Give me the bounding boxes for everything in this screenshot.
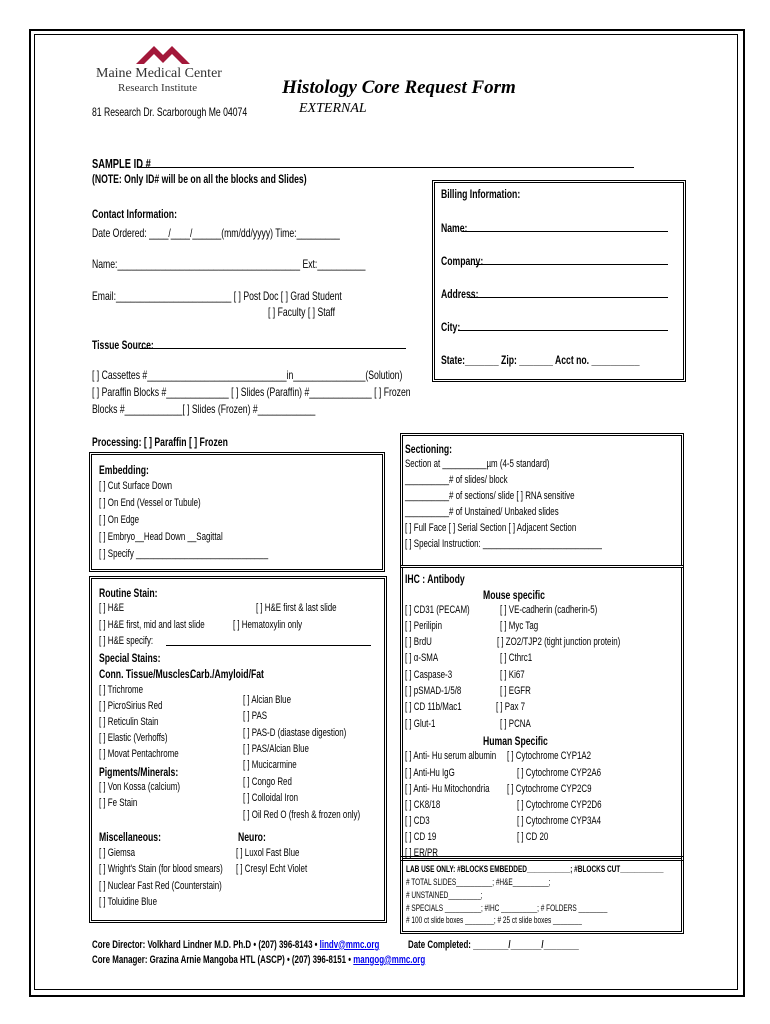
billing-company-field[interactable]: [474, 264, 668, 265]
core-manager-text: Core Manager: Grazina Arnie Mangoba HTL (ASCP) • (207) 396-8151 •: [92, 954, 354, 966]
routine-item[interactable]: [ ] H&E first & last slide: [256, 602, 337, 614]
date-ordered-field[interactable]: Date Ordered: ____/____/______(mm/dd/yyyy) Time:_________: [92, 226, 340, 240]
routine-heading: Routine Stain:: [99, 586, 158, 600]
mouse-antibody[interactable]: [ ] EGFR: [500, 685, 531, 697]
sectioning-item[interactable]: __________# of sections/ slide [ ] RNA sensitive: [405, 490, 575, 502]
sectioning-item[interactable]: [ ] Full Face [ ] Serial Section [ ] Adjacent Section: [405, 522, 577, 534]
billing-name-label: Name:: [441, 221, 468, 235]
role-options[interactable]: [ ] Faculty [ ] Staff: [268, 305, 336, 319]
core-manager: [92, 954, 425, 966]
carb-item[interactable]: [ ] PAS-D (diastase digestion): [243, 727, 347, 739]
mouse-antibody[interactable]: [ ] CD31 (PECAM): [405, 604, 470, 616]
billing-name-field[interactable]: [462, 231, 668, 232]
sectioning-item[interactable]: Section at __________µm (4-5 standard): [405, 458, 550, 470]
manager-email-link[interactable]: mangog@mmc.org: [353, 954, 426, 966]
billing-company-label: Company:: [441, 254, 484, 268]
sample-id-label: SAMPLE ID #: [92, 156, 151, 171]
routine-item[interactable]: [ ] H&E specify:: [99, 635, 154, 647]
human-specific-heading: Human Specific: [483, 734, 548, 748]
carb-item[interactable]: [ ] PAS: [243, 710, 268, 722]
misc-item[interactable]: [ ] Toluidine Blue: [99, 896, 157, 908]
carb-item[interactable]: [ ] Colloidal Iron: [243, 792, 299, 804]
mouse-antibody[interactable]: [ ] ZO2/TJP2 (tight junction protein): [497, 636, 621, 648]
misc-heading: Miscellaneous:: [99, 830, 161, 844]
ihc-heading: IHC : Antibody: [405, 572, 465, 586]
org-subname: Research Institute: [118, 82, 198, 94]
mouse-antibody[interactable]: [ ] Perilipin: [405, 620, 442, 632]
human-antibody[interactable]: [ ] Cytochrome CYP2C9: [507, 783, 592, 795]
neuro-heading: Neuro:: [238, 830, 266, 844]
billing-address-field[interactable]: [470, 297, 668, 298]
tissue-source-field[interactable]: [140, 348, 406, 349]
routine-item[interactable]: [ ] Hematoxylin only: [233, 619, 303, 631]
carb-heading: Carb./Amyloid/Fat: [190, 667, 264, 681]
mouse-antibody[interactable]: [ ] Ki67: [500, 669, 525, 681]
mouse-antibody[interactable]: [ ] CD 11b/Mac1: [405, 701, 462, 713]
sample-id-field[interactable]: [140, 167, 634, 168]
embedding-item[interactable]: [ ] Specify ______________________________: [99, 548, 269, 560]
mouse-antibody[interactable]: [ ] Myc Tag: [500, 620, 539, 632]
embedding-item[interactable]: [ ] Cut Surface Down: [99, 480, 173, 492]
embedding-item[interactable]: [ ] On Edge: [99, 514, 140, 526]
name-field[interactable]: Name:______________________________________ Ext:__________: [92, 257, 366, 271]
human-antibody[interactable]: [ ] CK8/18: [405, 799, 441, 811]
sectioning-heading: Sectioning:: [405, 442, 453, 456]
org-address: 81 Research Dr. Scarborough Me 04074: [92, 105, 248, 119]
sample-note: (NOTE: Only ID# will be on all the blocks and Slides): [92, 172, 307, 186]
carb-item[interactable]: [ ] Mucicarmine: [243, 759, 297, 771]
conn-tissue-heading: Conn. Tissue/Muscles:: [99, 667, 193, 681]
mouse-antibody[interactable]: [ ] VE-cadherin (cadherin-5): [500, 604, 598, 616]
email-field[interactable]: Email:________________________ [ ] Post Doc [ ] Grad Student: [92, 289, 342, 303]
cassettes-line[interactable]: [ ] Cassettes #_____________________________in_______________(Solution): [92, 368, 403, 382]
pigment-item[interactable]: [ ] Von Kossa (calcium): [99, 781, 180, 793]
mouse-antibody[interactable]: [ ] BrdU: [405, 636, 432, 648]
contact-heading: Contact Information:: [92, 207, 177, 221]
core-director-text: Core Director: Volkhard Lindner M.D. Ph.D • (207) 396-8143 •: [92, 939, 320, 951]
mouse-antibody[interactable]: [ ] Glut-1: [405, 718, 436, 730]
org-name: Maine Medical Center: [96, 66, 222, 81]
lab-use-line[interactable]: # UNSTAINED_________;: [406, 890, 483, 900]
billing-address-label: Address:: [441, 287, 479, 301]
mouse-antibody[interactable]: [ ] Pax 7: [496, 701, 526, 713]
form-subtitle: EXTERNAL: [299, 101, 367, 116]
mouse-antibody[interactable]: [ ] pSMAD-1/5/8: [405, 685, 462, 697]
human-antibody[interactable]: [ ] Anti-Hu IgG: [405, 767, 455, 779]
director-email-link[interactable]: lindv@mmc.org: [319, 939, 380, 951]
blocks-slides-line[interactable]: [ ] Paraffin Blocks #_____________ [ ] Slides (Paraffin) #_____________ [ ] Frozen: [92, 385, 411, 399]
embedding-item[interactable]: [ ] On End (Vessel or Tubule): [99, 497, 201, 509]
processing-options[interactable]: Processing: [ ] Paraffin [ ] Frozen: [92, 435, 228, 449]
human-antibody[interactable]: [ ] CD 19: [405, 831, 437, 843]
mouse-antibody[interactable]: [ ] α-SMA: [405, 652, 439, 664]
billing-box: [432, 180, 686, 382]
billing-state-zip-acct[interactable]: State:_______ Zip: _______ Acct no. __________: [441, 353, 640, 367]
conn-item[interactable]: [ ] Reticulin Stain: [99, 716, 159, 728]
neuro-item[interactable]: [ ] Luxol Fast Blue: [236, 847, 300, 859]
pigments-heading: Pigments/Minerals:: [99, 765, 179, 779]
lab-use-line[interactable]: # SPECIALS __________; #IHC __________; # FOLDERS ________: [406, 903, 608, 913]
billing-city-label: City:: [441, 320, 461, 334]
routine-item[interactable]: [ ] H&E: [99, 602, 125, 614]
core-director: [92, 939, 379, 951]
lab-use-line[interactable]: LAB USE ONLY: #BLOCKS EMBEDDED____________; #BLOCKS CUT____________: [406, 864, 664, 874]
conn-item[interactable]: [ ] Movat Pentachrome: [99, 748, 179, 760]
date-completed-field[interactable]: Date Completed: ________/_______/________: [408, 939, 579, 951]
sectioning-item[interactable]: __________# of slides/ block: [405, 474, 508, 486]
misc-item[interactable]: [ ] Wright's Stain (for blood smears): [99, 863, 223, 875]
conn-item[interactable]: [ ] Elastic (Verhoffs): [99, 732, 168, 744]
he-specify-field[interactable]: [166, 645, 371, 646]
mouse-specific-heading: Mouse specific: [483, 588, 545, 602]
tissue-source-label: Tissue Source:: [92, 338, 154, 352]
carb-item[interactable]: [ ] Alcian Blue: [243, 694, 291, 706]
sectioning-item[interactable]: __________# of Unstained/ Unbaked slides: [405, 506, 559, 518]
mmc-logo-icon: [132, 42, 194, 66]
billing-heading: Billing Information:: [441, 187, 521, 201]
form-title: Histology Core Request Form: [282, 77, 516, 98]
routine-item[interactable]: [ ] H&E first, mid and last slide: [99, 619, 205, 631]
mouse-antibody[interactable]: [ ] PCNA: [500, 718, 531, 730]
human-antibody[interactable]: [ ] CD3: [405, 815, 430, 827]
neuro-item[interactable]: [ ] Cresyl Echt Violet: [236, 863, 308, 875]
special-stains-heading: Special Stains:: [99, 651, 161, 665]
carb-item[interactable]: [ ] Oil Red O (fresh & frozen only): [243, 809, 361, 821]
human-antibody[interactable]: [ ] Cytochrome CYP2A6: [517, 767, 602, 779]
embedding-heading: Embedding:: [99, 463, 149, 477]
human-antibody[interactable]: [ ] Anti- Hu serum albumin: [405, 750, 497, 762]
human-antibody[interactable]: [ ] Anti- Hu Mitochondria: [405, 783, 490, 795]
carb-item[interactable]: [ ] Congo Red: [243, 776, 292, 788]
embedding-item[interactable]: [ ] Embryo__Head Down __Sagittal: [99, 531, 223, 543]
human-antibody[interactable]: [ ] CD 20: [517, 831, 549, 843]
lab-use-line[interactable]: # TOTAL SLIDES__________; #H&E__________;: [406, 877, 551, 887]
mouse-antibody[interactable]: [ ] Cthrc1: [500, 652, 533, 664]
frozen-blocks-line[interactable]: Blocks #____________[ ] Slides (Frozen) #____________: [92, 402, 316, 416]
human-antibody[interactable]: [ ] ER/PR: [405, 847, 439, 859]
mouse-antibody[interactable]: [ ] Caspase-3: [405, 669, 453, 681]
human-antibody[interactable]: [ ] Cytochrome CYP2D6: [517, 799, 602, 811]
human-antibody[interactable]: [ ] Cytochrome CYP1A2: [507, 750, 592, 762]
sectioning-item[interactable]: [ ] Special Instruction: ___________________________: [405, 538, 602, 550]
billing-city-field[interactable]: [458, 330, 668, 331]
conn-item[interactable]: [ ] Trichrome: [99, 684, 144, 696]
misc-item[interactable]: [ ] Giemsa: [99, 847, 136, 859]
human-antibody[interactable]: [ ] Cytochrome CYP3A4: [517, 815, 602, 827]
carb-item[interactable]: [ ] PAS/Alcian Blue: [243, 743, 309, 755]
conn-item[interactable]: [ ] PicroSirius Red: [99, 700, 163, 712]
pigment-item[interactable]: [ ] Fe Stain: [99, 797, 138, 809]
misc-item[interactable]: [ ] Nuclear Fast Red (Counterstain): [99, 880, 222, 892]
lab-use-line[interactable]: # 100 ct slide boxes ________; # 25 ct slide boxes ________: [406, 915, 582, 925]
